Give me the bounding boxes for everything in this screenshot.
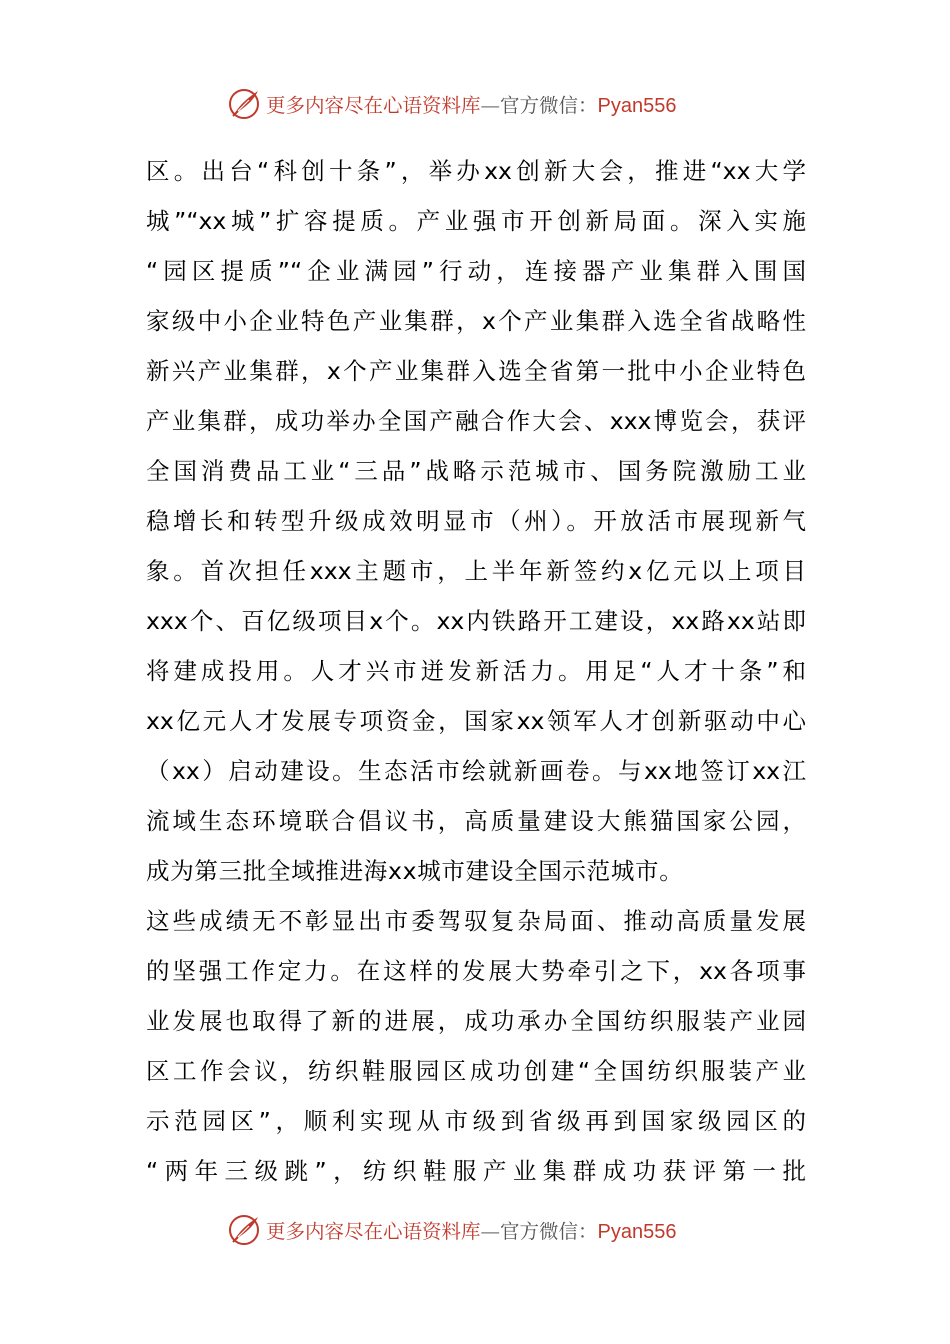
text-line: 成为第三批全域推进海xx城市建设全国示范城市。 (146, 857, 684, 885)
header-watermark-text (266, 90, 677, 118)
text-line: xx亿元人才发展专项资金，国家xx领军人才创新驱动中心 (146, 707, 806, 735)
footer-wechat-id: Pyan556 (597, 1221, 677, 1243)
text-line: 这些成绩无不彰显出市委驾驭复杂局面、推动高质量发展 (146, 907, 806, 935)
text-line: 产业集群，成功举办全国产融合作大会、xxx博览会，获评 (146, 407, 806, 435)
text-line: 示范园区”，顺利实现从市级到省级再到国家级园区的 (146, 1107, 806, 1135)
text-line: 流域生态环境联合倡议书，高质量建设大熊猫国家公园， (146, 807, 806, 835)
header-dash: — (480, 94, 501, 117)
header-watermark (228, 84, 748, 124)
text-line: 新兴产业集群，x个产业集群入选全省第一批中小企业特色 (146, 357, 806, 385)
text-line: “两年三级跳”，纺织鞋服产业集群成功获评第一批 (146, 1157, 806, 1185)
text-line: 象。首次担任xxx主题市，上半年新签约x亿元以上项目 (146, 557, 806, 585)
text-line: 业发展也取得了新的进展，成功承办全国纺织服装产业园 (146, 1007, 806, 1035)
text-line: 城”“xx城”扩容提质。产业强市开创新局面。深入实施 (146, 207, 806, 235)
text-line: 全国消费品工业“三品”战略示范城市、国务院激励工业 (146, 457, 806, 485)
text-line: “园区提质”“企业满园”行动，连接器产业集群入围国 (146, 257, 806, 285)
footer-watermark-text (266, 1216, 677, 1244)
text-line: （xx）启动建设。生态活市绘就新画卷。与xx地签订xx江 (146, 757, 806, 785)
text-line: 区工作会议，纺织鞋服园区成功创建“全国纺织服装产业 (146, 1057, 806, 1085)
text-line: 稳增长和转型升级成效明显市（州）。开放活市展现新气 (146, 507, 806, 535)
quill-logo-icon (228, 1213, 262, 1247)
header-wechat-label: 官方微信： (500, 94, 598, 117)
text-line: xxx个、百亿级项目x个。xx内铁路开工建设，xx路xx站即 (146, 607, 806, 635)
header-wechat-id: Pyan556 (597, 95, 677, 117)
quill-logo-icon (228, 87, 262, 121)
footer-dash: — (480, 1220, 501, 1243)
footer-watermark (228, 1210, 748, 1250)
text-line: 将建成投用。人才兴市迸发新活力。用足“人才十条”和 (146, 657, 806, 685)
text-line: 的坚强工作定力。在这样的发展大势牵引之下，xx各项事 (146, 957, 806, 985)
footer-slogan: 更多内容尽在心语资料库 (266, 1220, 481, 1243)
header-slogan: 更多内容尽在心语资料库 (266, 94, 481, 117)
text-line: 家级中小企业特色产业集群，x个产业集群入选全省战略性 (146, 307, 806, 335)
document-body (146, 146, 806, 1196)
text-line: 区。出台“科创十条”，举办xx创新大会，推进“xx大学 (146, 157, 806, 185)
footer-wechat-label: 官方微信： (500, 1220, 598, 1243)
